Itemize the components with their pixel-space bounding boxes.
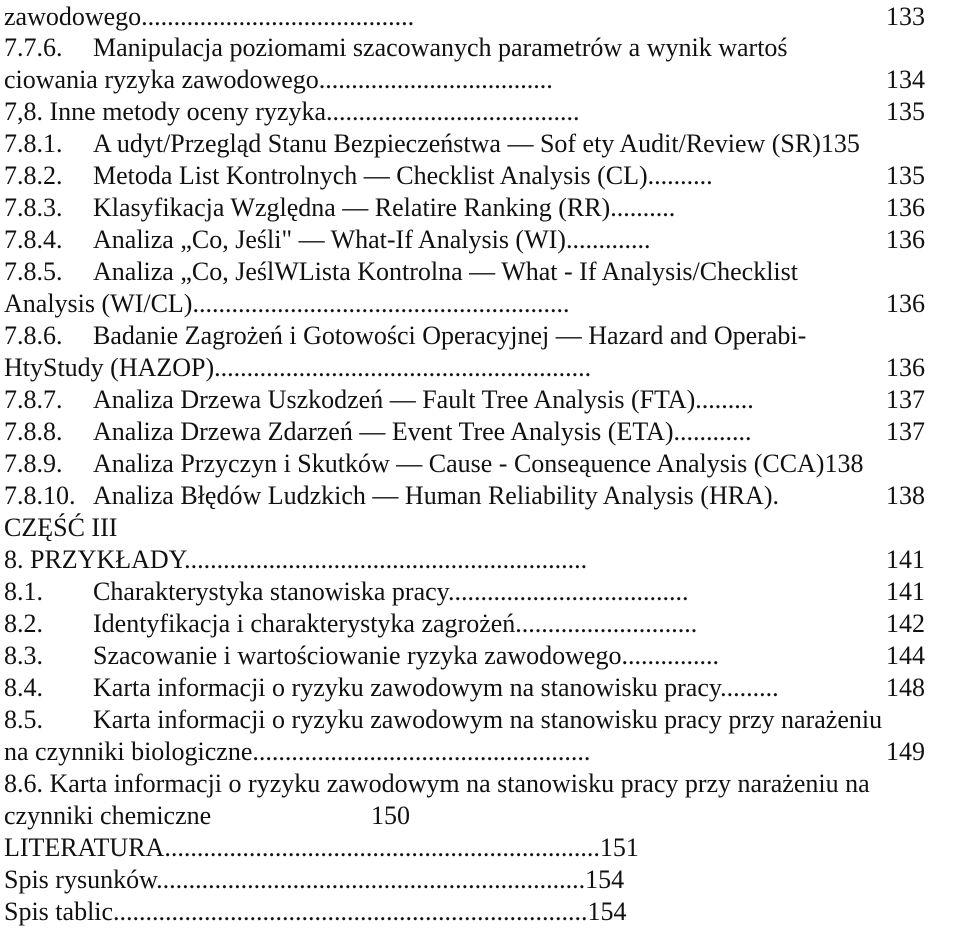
toc-section-number: 8.5. (4, 705, 43, 734)
toc-page-number: 136 (886, 289, 925, 318)
toc-section-number: 7.7.6. (4, 33, 63, 62)
toc-page-number: 136 (886, 225, 925, 254)
toc-line-text: Charakterystyka stanowiska pracy..................................... (93, 577, 689, 606)
toc-page-number: 137 (886, 385, 925, 414)
toc-line-text: ciowania ryzyka zawodowego.................................... (4, 65, 553, 94)
toc-page-number: 144 (886, 641, 925, 670)
toc-page-number: 136 (886, 353, 925, 382)
toc-line-text: Analiza Przyczyn i Skutków — Cause - Conseąuence Analysis (CCA)138 (93, 449, 864, 478)
toc-section-number: 7.8.8. (4, 417, 63, 446)
toc-line-text: Manipulacja poziomami szacowanych parametrów a wynik wartoś (93, 33, 788, 62)
toc-line-text: 8.6. Karta informacji o ryzyku zawodowym na stanowisku pracy przy narażeniu na (4, 769, 870, 798)
toc-section-number: 7.8.6. (4, 321, 63, 350)
toc-section-number: 7.8.9. (4, 449, 63, 478)
toc-page-number: 150 (371, 801, 410, 830)
toc-page-number: 135 (886, 161, 925, 190)
toc-line-text: Analysis (WI/CL).......................................................... (4, 289, 570, 318)
toc-line-text: Analiza „Co, Jeśli" — What-If Analysis (WI)............. (93, 225, 651, 254)
toc-line-text: 8. PRZYKŁADY.............................................................. (4, 545, 588, 574)
toc-page-number: 133 (886, 2, 925, 31)
toc-line-text: Karta informacji o ryzyku zawodowym na stanowisku pracy......... (93, 673, 779, 702)
toc-page-number: 148 (886, 673, 925, 702)
toc-line-text: Analiza Drzewa Zdarzeń — Event Tree Analysis (ETA)............ (93, 417, 752, 446)
toc-line-text: Analiza „Co, JeślWLista Kontrolna — What - If Analysis/Checklist (93, 257, 798, 286)
toc-section-number: 7.8.3. (4, 193, 63, 222)
toc-section-number: 8.1. (4, 577, 43, 606)
toc-section-number: 8.4. (4, 673, 43, 702)
toc-line-text: LITERATURA...................................................................151 (4, 833, 639, 862)
toc-page-number: 138 (886, 481, 925, 510)
toc-line-text: zawodowego.......................................... (4, 2, 415, 31)
toc-line-text: Szacowanie i wartościowanie ryzyka zawodowego............... (93, 641, 719, 670)
toc-section-number: 7.8.2. (4, 161, 63, 190)
toc-line-text: Metoda List Kontrolnych — Checklist Analysis (CL).......... (93, 161, 713, 190)
toc-page-number: 135 (886, 97, 925, 126)
toc-line-text: Analiza Drzewa Uszkodzeń — Fault Tree Analysis (FTA)......... (93, 385, 754, 414)
toc-line-text: na czynniki biologiczne.................................................... (4, 737, 591, 766)
toc-page-number: 142 (886, 609, 925, 638)
toc-section-number: 7.8.4. (4, 225, 63, 254)
toc-line-text: Klasyfikacja Względna — Relatire Ranking (RR).......... (93, 193, 676, 222)
toc-page-number: 137 (886, 417, 925, 446)
toc-page-number: 136 (886, 193, 925, 222)
toc-page-number: 149 (886, 737, 925, 766)
toc-line-text: Identyfikacja i charakterystyka zagrożeń............................ (93, 609, 698, 638)
toc-line-text: Spis rysunków..................................................................154 (4, 865, 625, 894)
toc-line-text: Spis tablic.........................................................................154 (4, 897, 627, 926)
toc-line-text: A udyt/Przegląd Stanu Bezpieczeństwa — Sof ety Audit/Review (SR)135 (93, 129, 860, 158)
toc-line-text: 7,8. Inne metody oceny ryzyka....................................... (4, 97, 580, 126)
toc-page-number: 141 (886, 545, 925, 574)
toc-line-text: HtyStudy (HAZOP).......................................................... (4, 353, 592, 382)
toc-section-number: 7.8.5. (4, 257, 63, 286)
toc-line-text: Badanie Zagrożeń i Gotowości Operacyjnej — Hazard and Operabi- (93, 321, 807, 350)
toc-section-number: 8.3. (4, 641, 43, 670)
toc-line-text: Karta informacji o ryzyku zawodowym na stanowisku pracy przy narażeniu (93, 705, 883, 734)
toc-section-number: 8.2. (4, 609, 43, 638)
toc-line-text: Analiza Błędów Ludzkich — Human Reliability Analysis (HRA). (93, 481, 779, 510)
toc-page-number: 141 (886, 577, 925, 606)
toc-page-number: 134 (886, 65, 925, 94)
toc-section-number: 7.8.1. (4, 129, 63, 158)
toc-section-number: 7.8.7. (4, 385, 63, 414)
toc-line-text: czynniki chemiczne (4, 801, 212, 830)
part-heading: CZĘŚĆ III (4, 513, 118, 542)
toc-section-number: 7.8.10. (4, 481, 76, 510)
